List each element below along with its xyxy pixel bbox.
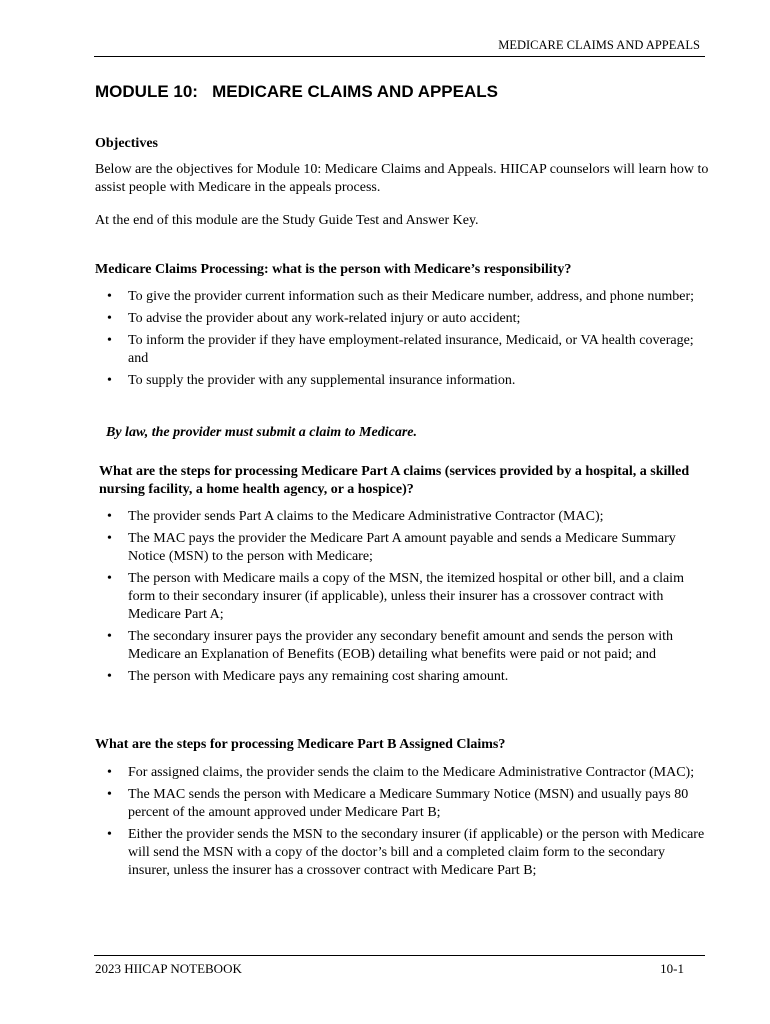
page-number: 10-1 <box>660 961 684 976</box>
list-item: • The MAC pays the provider the Medicare Part A amount payable and sends a Medicare Summary Notice (MSN) to the person with Medicare; <box>95 530 710 566</box>
objectives-note: At the end of this module are the Study Guide Test and Answer Key. <box>95 213 479 228</box>
list-item: • To advise the provider about any work-related injury or auto accident; <box>95 310 710 328</box>
list-item: • The person with Medicare pays any remaining cost sharing amount. <box>95 668 710 686</box>
footer-notebook-label: 2023 HIICAP NOTEBOOK <box>95 961 242 976</box>
responsibility-list <box>95 288 710 394</box>
list-item: • To give the provider current information such as their Medicare number, address, and phone number; <box>95 288 710 306</box>
page-title: MODULE 10: MEDICARE CLAIMS AND APPEALS <box>95 82 498 101</box>
list-item: • The person with Medicare mails a copy of the MSN, the itemized hospital or other bill, and a claim form to their secondary insurer (if applicable), unless their insurer has a crossover contract with Medicare Part A; <box>95 570 710 624</box>
objectives-intro: Below are the objectives for Module 10: Medicare Claims and Appeals. HIICAP counselors will learn how to assist people with Medicare in the appeals process. <box>95 162 709 195</box>
list-item: • Either the provider sends the MSN to the secondary insurer (if applicable) or the person with Medicare will send the MSN with a copy of the doctor’s bill and a completed claim form to the secondary insurer, unless the insurer has a crossover contract with Medicare Part B; <box>95 826 710 880</box>
part-a-list <box>95 508 710 690</box>
list-item: • The MAC sends the person with Medicare a Medicare Summary Notice (MSN) and usually pays 80 percent of the amount approved under Medicare Part B; <box>95 786 710 822</box>
part-b-list <box>95 764 710 884</box>
responsibility-heading: Medicare Claims Processing: what is the person with Medicare’s responsibility? <box>95 262 572 277</box>
part-b-heading: What are the steps for processing Medicare Part B Assigned Claims? <box>95 737 506 752</box>
running-header: MEDICARE CLAIMS AND APPEALS <box>498 38 700 52</box>
law-statement: By law, the provider must submit a claim to Medicare. <box>106 425 417 440</box>
list-item: • The secondary insurer pays the provider any secondary benefit amount and sends the person with Medicare an Explanation of Benefits (EOB) detailing what benefits were paid or not paid; and <box>95 628 710 664</box>
list-item: • The provider sends Part A claims to the Medicare Administrative Contractor (MAC); <box>95 508 710 526</box>
part-a-heading: What are the steps for processing Medicare Part A claims (services provided by a hospital, a skilled nursing facility, a home health agency, or a hospice)? <box>99 464 690 497</box>
list-item: • To inform the provider if they have employment-related insurance, Medicaid, or VA health coverage; and <box>95 332 710 368</box>
list-item: • For assigned claims, the provider sends the claim to the Medicare Administrative Contractor (MAC); <box>95 764 710 782</box>
header-divider <box>94 56 705 57</box>
list-item: • To supply the provider with any supplemental insurance information. <box>95 372 710 390</box>
footer-divider <box>94 955 705 956</box>
objectives-heading: Objectives <box>95 136 158 151</box>
